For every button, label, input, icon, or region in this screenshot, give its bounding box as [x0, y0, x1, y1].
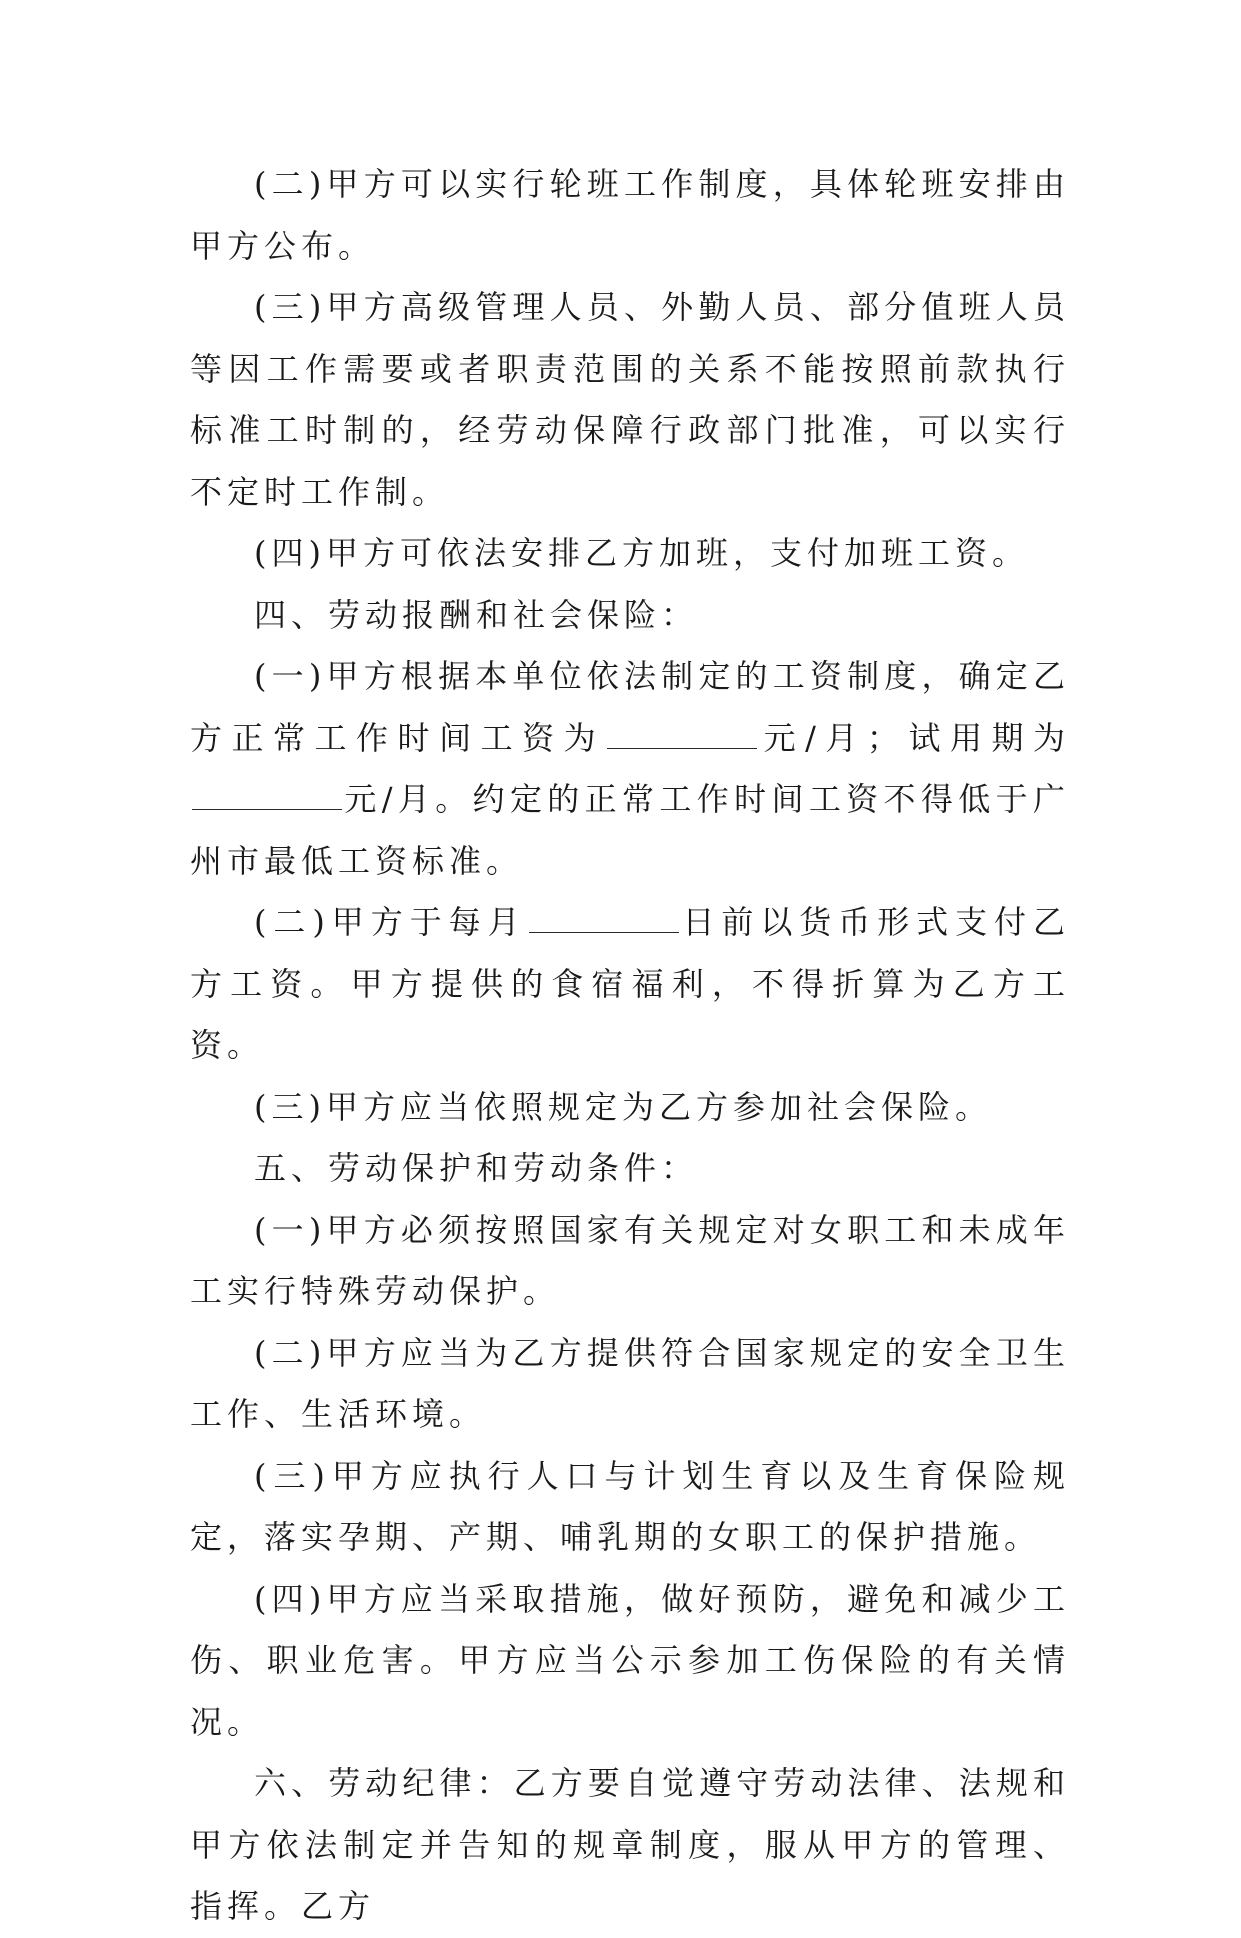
payday-text-a: (二)甲方于每月 — [254, 903, 527, 941]
paragraph-social-insurance: (三)甲方应当依照规定为乙方参加社会保险。 — [254, 1087, 992, 1126]
paragraph-overtime: (四)甲方可依法安排乙方加班，支付加班工资。 — [254, 534, 1029, 572]
section-heading-remuneration: 四、劳动报酬和社会保险： — [254, 595, 699, 634]
payday-blank-field — [529, 896, 679, 933]
paragraph-pay-day — [190, 892, 1070, 1077]
wage-text-c: 元/月。约定的正常工作时间工资不得低于广州市最低工资标准。 — [190, 780, 1070, 880]
contract-body — [190, 154, 1070, 1938]
paragraph-special-protection: (一)甲方必须按照国家有关规定对女职工和未成年工实行特殊劳动保护。 — [190, 1210, 1070, 1310]
payday-text-b: 日前以货币形式支付乙方工资。甲方提供的食宿福利，不得折算为乙方工资。 — [190, 903, 1070, 1064]
wage-text-a: (一)甲方根据本单位依法制定的工资制度，确定乙方正常工作时间工资为 — [190, 657, 1070, 757]
paragraph-labor-discipline: 六、劳动纪律：乙方要自觉遵守劳动法律、法规和甲方依法制定并告知的规章制度，服从甲方的管理、指挥。乙方 — [190, 1764, 1070, 1925]
paragraph-shift-work: (二)甲方可以实行轮班工作制度，具体轮班安排由甲方公布。 — [190, 165, 1070, 265]
paragraph-wage — [190, 646, 1070, 892]
paragraph-safety-environment: (二)甲方应当为乙方提供符合国家规定的安全卫生工作、生活环境。 — [190, 1333, 1070, 1433]
wage-text-b: 元/月；试用期为 — [759, 718, 1070, 757]
probation-wage-blank-field — [192, 773, 342, 810]
paragraph-maternity: (三)甲方应执行人口与计划生育以及生育保险规定，落实孕期、产期、哺乳期的女职工的保护措施。 — [190, 1456, 1070, 1556]
wage-blank-field — [607, 712, 757, 749]
paragraph-injury-prevention: (四)甲方应当采取措施，做好预防，避免和减少工伤、职业危害。甲方应当公示参加工伤保险的有关情况。 — [190, 1579, 1070, 1741]
section-heading-protection: 五、劳动保护和劳动条件： — [254, 1149, 699, 1187]
paragraph-flexible-hours: (三)甲方高级管理人员、外勤人员、部分值班人员等因工作需要或者职责范围的关系不能按照前款执行标准工时制的，经劳动保障行政部门批准，可以实行不定时工作制。 — [190, 288, 1070, 511]
